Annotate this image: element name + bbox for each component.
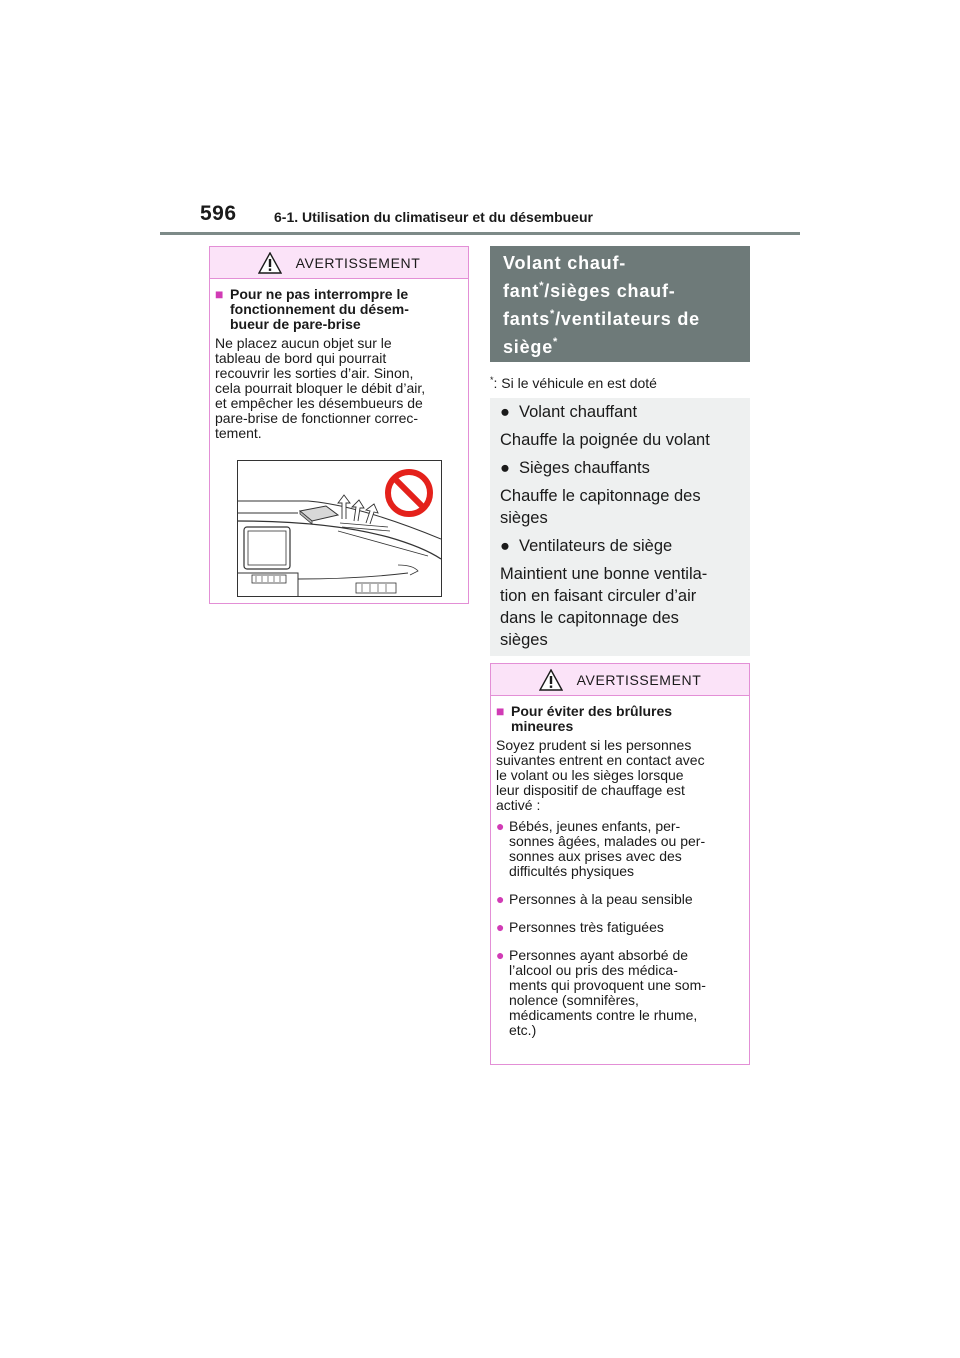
footnote: *: Si le véhicule en est doté xyxy=(490,375,657,391)
warning-triangle-icon xyxy=(258,252,282,274)
feature-desc: Maintient une bonne ventila- tion en faisant circuler d’air dans le capitonnage des sièges xyxy=(500,565,708,649)
warning-body-text: Ne placez aucun objet sur le tableau de bord qui pourrait recouvrir les sorties d’air. Sinon, cela pourrait bloquer le débit d’air, et empêcher les désembueurs de pare-brise de fonctionner correc- tement. xyxy=(215,335,426,441)
dashboard-illustration xyxy=(237,460,442,597)
feature-desc: Chauffe la poignée du volant xyxy=(500,431,710,449)
dashboard-object-prohibited-image xyxy=(238,461,441,596)
warning-triangle-icon xyxy=(539,669,563,691)
circle-bullet-icon: ● xyxy=(500,537,510,555)
circle-bullet-icon: ● xyxy=(496,947,505,963)
circle-bullet-icon: ● xyxy=(496,919,505,935)
warning-heading: AVERTISSEMENT xyxy=(295,254,421,271)
list-item: ● Personnes ayant absorbé de l’alcool ou pris des médica- ments qui provoquent une som- nolence (somnifères, médicaments contre le rhume, etc.) xyxy=(496,947,706,1038)
list-item: ● Bébés, jeunes enfants, per- sonnes âgées, malades ou per- sonnes aux prises avec des difficultés physiques xyxy=(496,818,706,879)
header-rule xyxy=(160,232,800,235)
page-number: 596 xyxy=(200,202,237,225)
feature-title-seat-ventilators: ● Ventilateurs de siège xyxy=(500,537,673,555)
warning-subheading: ■ Pour ne pas interrompre le fonctionnement du désem- bueur de pare-brise xyxy=(215,286,409,332)
section-header: Volant chauf- fant*/sièges chauf- fants*/ventilateurs de siège* xyxy=(490,246,750,362)
warning-subheading: ■ Pour éviter des brûlures mineures xyxy=(496,703,673,734)
square-bullet-icon: ■ xyxy=(215,286,224,302)
warning-box-burns xyxy=(490,663,750,1065)
square-bullet-icon: ■ xyxy=(496,703,505,719)
features-panel xyxy=(490,398,750,656)
circle-bullet-icon: ● xyxy=(500,459,510,477)
circle-bullet-icon: ● xyxy=(496,818,505,834)
chapter-title: 6-1. Utilisation du climatiseur et du désembueur xyxy=(274,209,593,225)
feature-title-heated-steering: ● Volant chauffant xyxy=(500,403,638,421)
feature-title-heated-seats: ● Sièges chauffants xyxy=(500,459,650,477)
warning-box-defogger xyxy=(209,246,469,604)
warning-header xyxy=(210,247,468,279)
circle-bullet-icon: ● xyxy=(496,891,505,907)
footnote-mark: * xyxy=(490,375,494,385)
feature-desc: Chauffe le capitonnage des sièges xyxy=(500,487,701,527)
circle-bullet-icon: ● xyxy=(500,403,510,421)
list-item: ● Personnes à la peau sensible xyxy=(496,891,693,907)
warning-header xyxy=(491,664,749,696)
warning-list xyxy=(496,819,744,1038)
list-item: ● Personnes très fatiguées xyxy=(496,919,664,935)
warning-heading: AVERTISSEMENT xyxy=(576,671,702,688)
warning-body-text: Soyez prudent si les personnes suivantes entrent en contact avec le volant ou les sièges lorsque leur dispositif de chauffage est activé : xyxy=(496,737,705,813)
